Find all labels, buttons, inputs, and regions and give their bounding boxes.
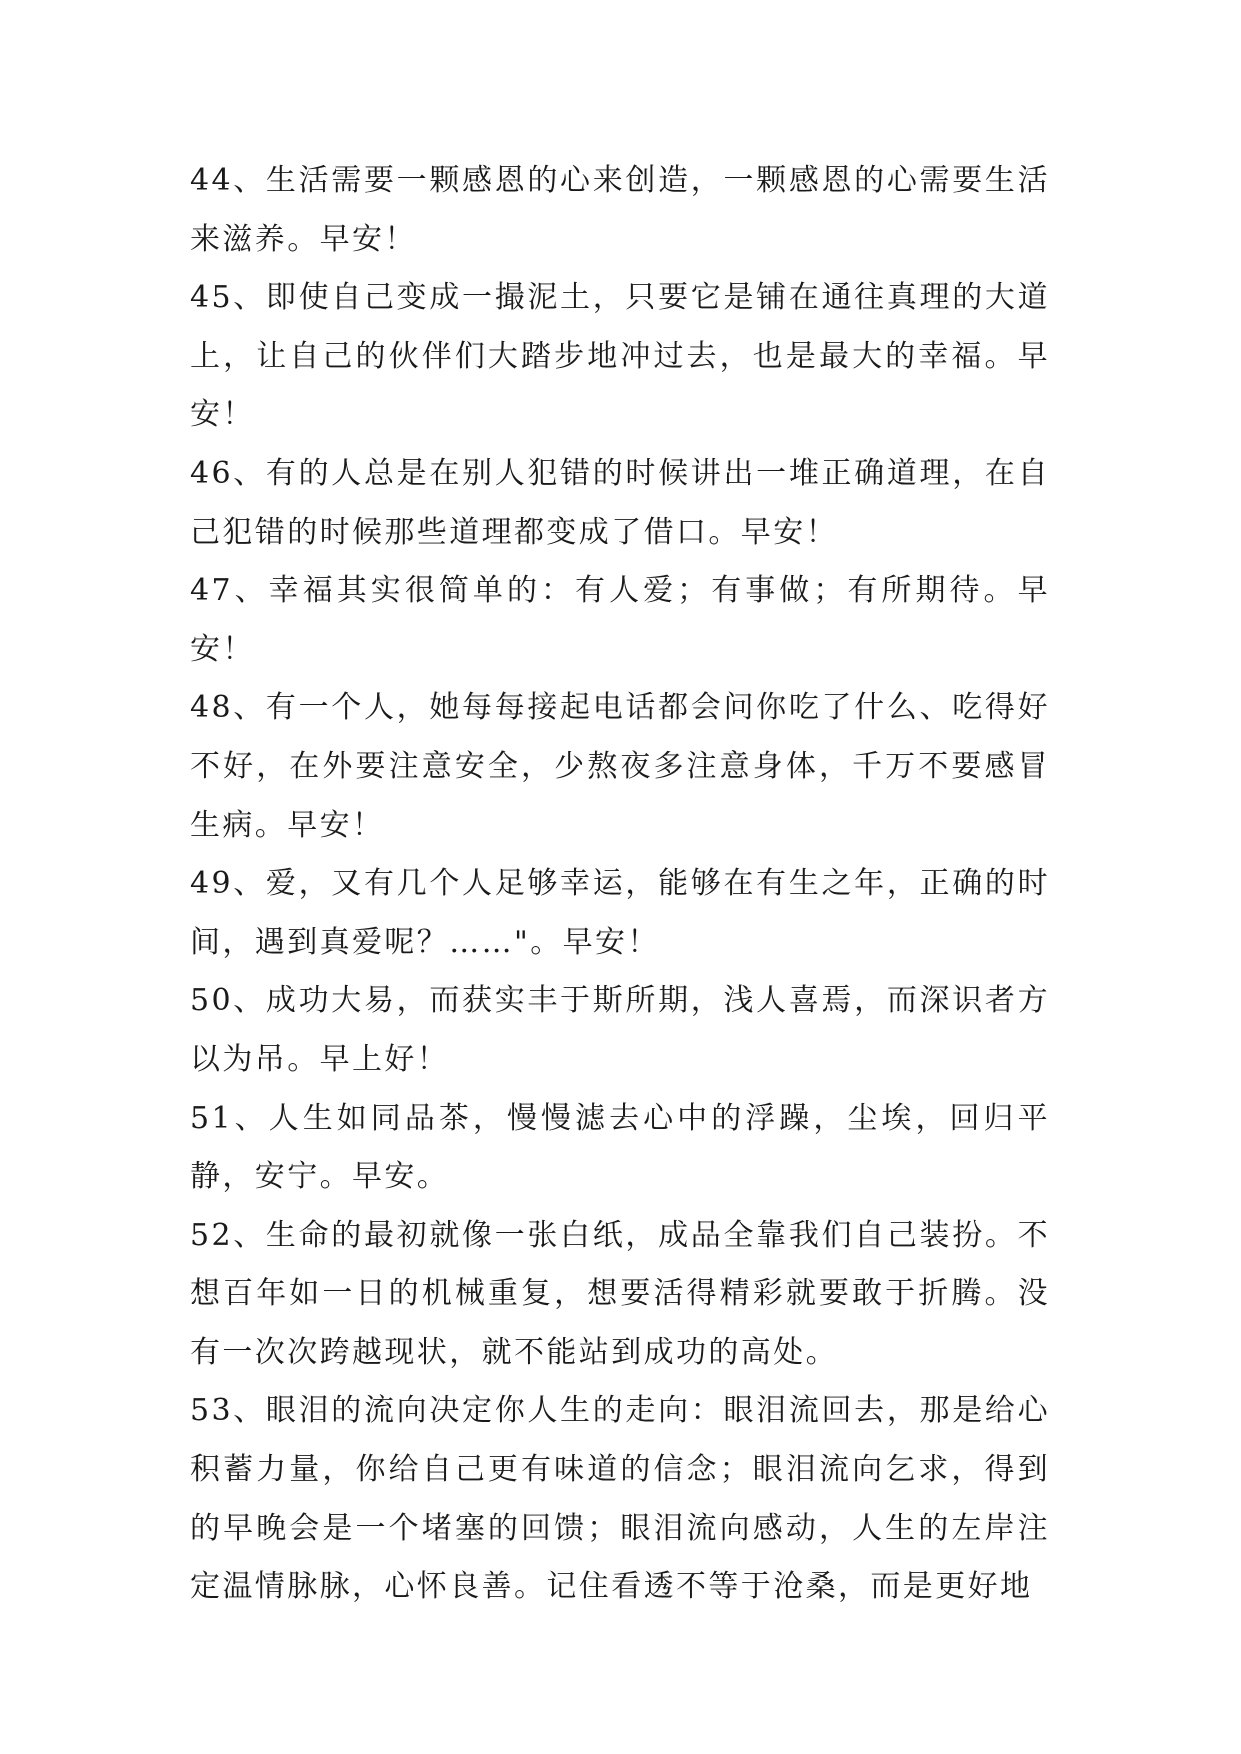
paragraph-48: 48、有一个人，她每每接起电话都会问你吃了什么、吃得好不好，在外要注意安全，少熬夜多注意身体，千万不要感冒生病。早安！ bbox=[190, 690, 1050, 843]
paragraph-50: 50、成功大易，而获实丰于斯所期，浅人喜焉，而深识者方以为吊。早上好！ bbox=[190, 983, 1050, 1077]
document-body bbox=[190, 152, 1050, 1617]
paragraph-44: 44、生活需要一颗感恩的心来创造，一颗感恩的心需要生活来滋养。早安！ bbox=[190, 163, 1050, 257]
paragraph-49: 49、爱，又有几个人足够幸运，能够在有生之年，正确的时间，遇到真爱呢？……"。早安！ bbox=[190, 866, 1050, 960]
paragraph-52: 52、生命的最初就像一张白纸，成品全靠我们自己装扮。不想百年如一日的机械重复，想要活得精彩就要敢于折腾。没有一次次跨越现状，就不能站到成功的高处。 bbox=[190, 1217, 1050, 1370]
paragraph-46: 46、有的人总是在别人犯错的时候讲出一堆正确道理，在自己犯错的时候那些道理都变成了借口。早安！ bbox=[190, 455, 1050, 550]
paragraph-45: 45、即使自己变成一撮泥土，只要它是铺在通往真理的大道上，让自己的伙伴们大踏步地冲过去，也是最大的幸福。早安！ bbox=[190, 280, 1050, 433]
paragraph-47: 47、幸福其实很简单的：有人爱；有事做；有所期待。早安！ bbox=[190, 573, 1050, 667]
paragraph-53: 53、眼泪的流向决定你人生的走向：眼泪流回去，那是给心积蓄力量，你给自己更有味道的信念；眼泪流向乞求，得到的早晚会是一个堵塞的回馈；眼泪流向感动，人生的左岸注定温情脉脉，心怀良善。记住看透不等于沧桑，而是更好地 bbox=[190, 1393, 1050, 1605]
paragraph-51: 51、人生如同品茶，慢慢滤去心中的浮躁，尘埃，回归平静，安宁。早安。 bbox=[190, 1100, 1050, 1195]
